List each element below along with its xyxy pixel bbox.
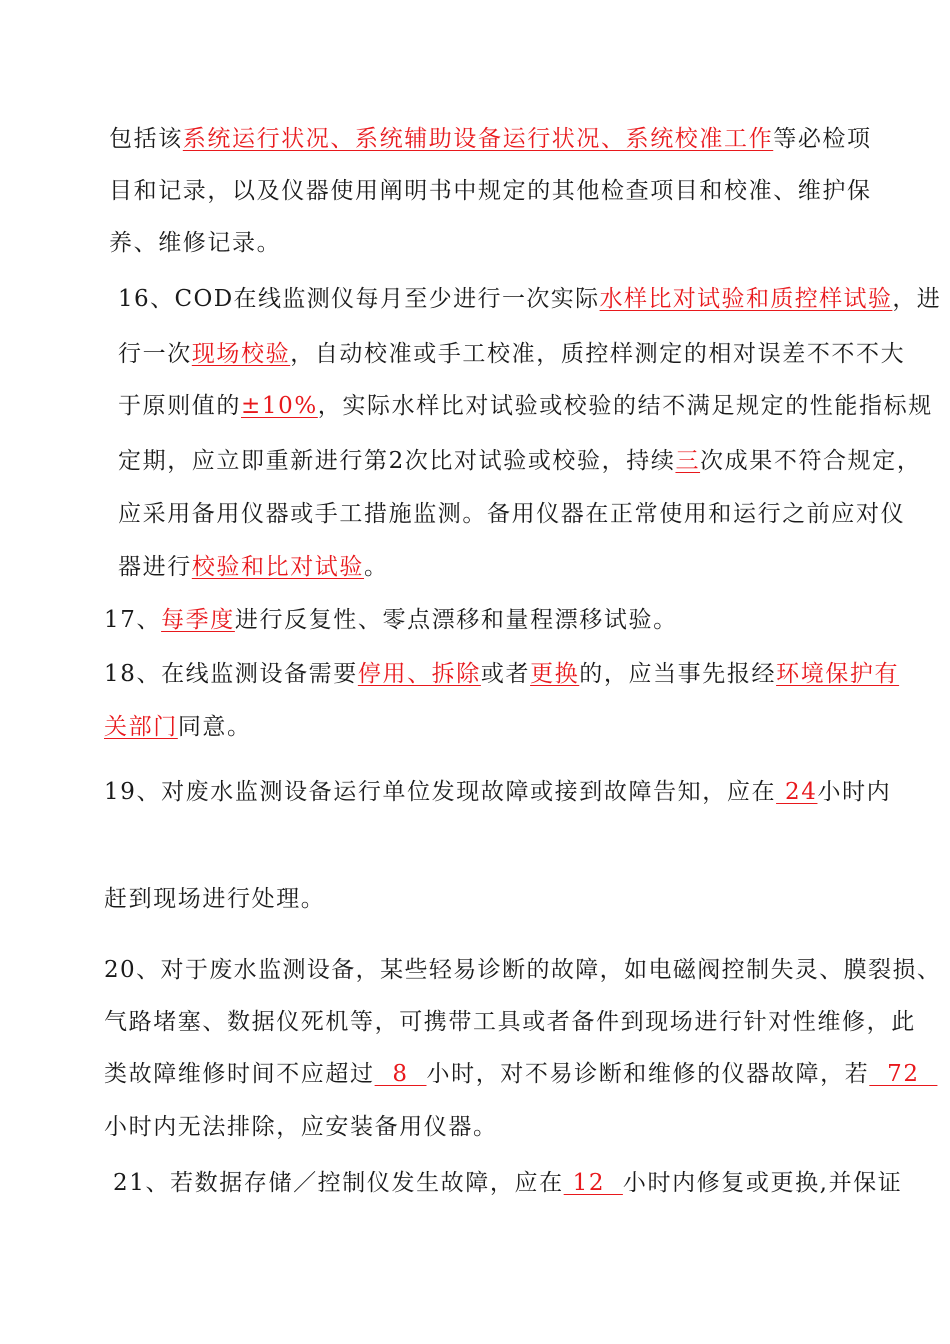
- highlighted-answer: 关部门: [104, 714, 178, 740]
- body-text: 18、在线监测设备需要: [104, 661, 358, 687]
- para-21-line-1: [113, 1168, 902, 1198]
- body-text: ，自动校准或手工校准，质控样测定的相对误差不不不大: [290, 341, 906, 367]
- para-16-line-2: [118, 339, 905, 369]
- para-18-line-1: [104, 659, 899, 689]
- para-16-line-1: [118, 284, 941, 314]
- para-15-line-3: [109, 228, 281, 258]
- para-16-line-3: [118, 391, 933, 421]
- para-15-line-2: [109, 176, 872, 206]
- body-text: 同意。: [177, 714, 252, 740]
- para-16-line-4: [118, 446, 921, 476]
- highlighted-answer: 更换: [530, 661, 580, 687]
- body-text: 19、对废水监测设备运行单位发现故障或接到故障告知，应在: [104, 779, 777, 805]
- body-text: 定期，应立即重新进行第2次比对试验或校验，持续: [118, 448, 676, 474]
- body-text: 进行反复性、零点漂移和量程漂移试验。: [234, 607, 678, 633]
- body-text: ，实际水样比对试验或校验的结不满足规定的性能指标规: [317, 393, 933, 419]
- para-19-line-2: [104, 884, 325, 914]
- body-text: 应采用备用仪器或手工措施监测。备用仪器在正常使用和运行之前应对仪: [118, 501, 906, 527]
- highlighted-answer: 72: [869, 1061, 938, 1087]
- highlighted-answer: 校验和比对试验: [191, 554, 365, 580]
- highlighted-answer: 8: [374, 1061, 427, 1087]
- body-text: 类故障维修时间不应超过: [104, 1061, 375, 1087]
- body-text: 。: [364, 554, 389, 580]
- body-text: 17、: [104, 607, 162, 633]
- body-text: 赶到现场进行处理。: [104, 886, 326, 912]
- para-20-line-4: [104, 1112, 498, 1142]
- body-text: 目和记录，以及仪器使用阐明书中规定的其他检查项目和校准、维护保: [109, 178, 872, 204]
- body-text: 小时内修复或更换,并保证: [622, 1170, 903, 1196]
- highlighted-answer: 现场校验: [191, 341, 291, 367]
- highlighted-answer: 三: [675, 448, 701, 474]
- highlighted-answer: 12: [563, 1170, 623, 1196]
- body-text: ，进: [892, 286, 942, 312]
- body-text: 包括该: [109, 126, 183, 152]
- body-text: 养、维修记录。: [109, 230, 282, 256]
- para-20-line-3: [104, 1059, 937, 1089]
- para-18-line-2: [104, 712, 252, 742]
- body-text: 16、COD在线监测仪每月至少进行一次实际: [118, 286, 600, 312]
- highlighted-answer: 水样比对试验和质控样试验: [599, 286, 893, 312]
- body-text: 气路堵塞、数据仪死机等，可携带工具或者备件到现场进行针对性维修，此: [104, 1009, 916, 1035]
- para-17-line-1: [104, 605, 678, 635]
- para-20-line-2: [104, 1007, 916, 1037]
- body-text: 21、若数据存储／控制仪发生故障，应在: [113, 1170, 564, 1196]
- highlighted-answer: 环境保护有: [776, 661, 900, 687]
- body-text: 行一次: [118, 341, 192, 367]
- highlighted-answer: 每季度: [161, 607, 235, 633]
- para-15-line-1: [109, 124, 872, 154]
- body-text: 20、对于废水监测设备，某些轻易诊断的故障，如电磁阀控制失灵、膜裂损、: [104, 957, 942, 983]
- body-text: 小时内: [817, 779, 892, 805]
- body-text: 或者: [480, 661, 531, 687]
- highlighted-answer: ±10%: [241, 393, 318, 419]
- para-16-line-5: [118, 499, 905, 529]
- body-text: 次成果不符合规定，: [700, 448, 922, 474]
- body-text: 器进行: [118, 554, 192, 580]
- body-text: 小时，对不易诊断和维修的仪器故障，若: [426, 1061, 870, 1087]
- highlighted-answer: 系统运行状况、系统辅助设备运行状况、系统校准工作: [182, 126, 774, 152]
- body-text: 的，应当事先报经: [579, 661, 777, 687]
- highlighted-answer: 停用、拆除: [357, 661, 481, 687]
- body-text: 小时内无法排除，应安装备用仪器。: [104, 1114, 498, 1140]
- para-20-line-1: [104, 955, 941, 985]
- para-19-line-1: [104, 777, 891, 807]
- para-16-line-6: [118, 552, 389, 582]
- body-text: 等必检项: [773, 126, 872, 152]
- body-text: 于原则值的: [118, 393, 241, 419]
- highlighted-answer: 24: [776, 779, 818, 805]
